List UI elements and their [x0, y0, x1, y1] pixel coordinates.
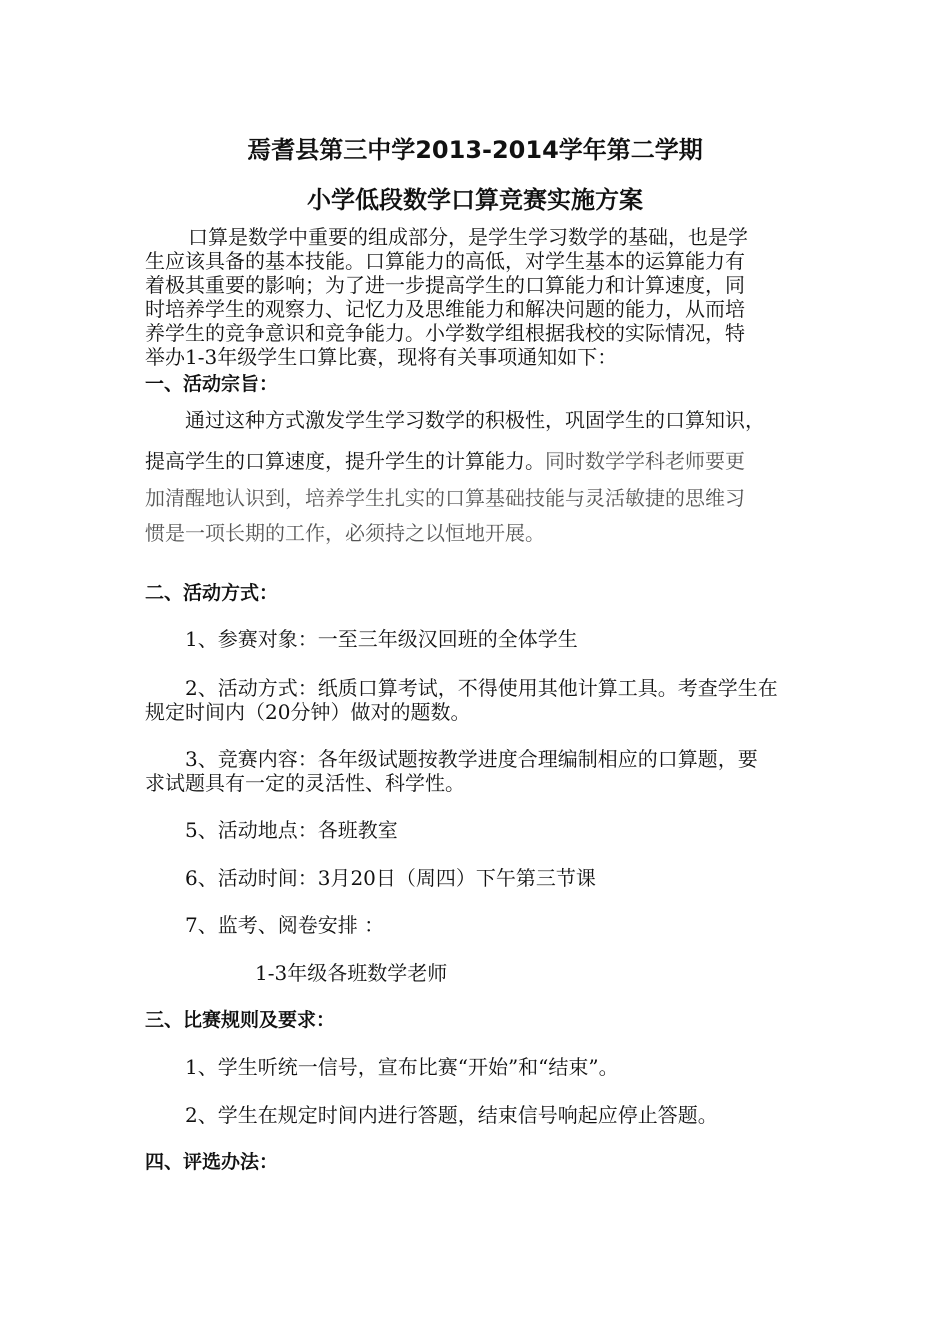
- section1-line-4: 惯是一项长期的工作，必须持之以恒地开展。: [145, 521, 545, 545]
- section2-item2-line1: 2、活动方式：纸质口算考试，不得使用其他计算工具。考查学生在: [185, 676, 778, 700]
- section1-line-1: 通过这种方式激发学生学习数学的积极性，巩固学生的口算知识，: [185, 408, 765, 432]
- section1-line-2: [145, 449, 745, 473]
- section1-heading: 一、活动宗旨：: [145, 373, 279, 395]
- section2-item3-line2: 求试题具有一定的灵活性、科学性。: [145, 771, 465, 795]
- doc-title-line1: 焉耆县第三中学2013-2014学年第二学期: [247, 136, 703, 164]
- section3-item2: 2、学生在规定时间内进行答题，结束信号响起应停止答题。: [185, 1103, 718, 1127]
- section2-item3-line1: 3、竞赛内容：各年级试题按教学进度合理编制相应的口算题，要: [185, 747, 758, 771]
- section2-item7: 7、监考、阅卷安排 ：: [185, 913, 385, 937]
- intro-line-2: 生应该具备的基本技能。口算能力的高低，对学生基本的运算能力有: [145, 249, 745, 273]
- section2-item6: 6、活动时间：3月20日（周四）下午第三节课: [185, 866, 596, 890]
- intro-line-6: 举办1-3年级学生口算比赛，现将有关事项通知如下：: [145, 345, 618, 369]
- doc-title-line2: 小学低段数学口算竞赛实施方案: [307, 186, 643, 214]
- intro-line-5: 养学生的竞争意识和竞争能力。小学数学组根据我校的实际情况，特: [145, 321, 745, 345]
- section3-item1: 1、学生听统一信号，宣布比赛“开始”和“结束”。: [185, 1055, 619, 1079]
- section3-heading: 三、比赛规则及要求：: [145, 1009, 336, 1031]
- section1-line-2a: 提高学生的口算速度，提升学生的计算能力。: [145, 449, 545, 473]
- intro-line-4: 时培养学生的观察力、记忆力及思维能力和解决问题的能力，从而培: [145, 297, 745, 321]
- section1-line-3: 加清醒地认识到，培养学生扎实的口算基础技能与灵活敏捷的思维习: [145, 486, 745, 510]
- intro-line-1: 口算是数学中重要的组成部分，是学生学习数学的基础，也是学: [188, 225, 748, 249]
- section2-item2-line2: 规定时间内（20分钟）做对的题数。: [145, 700, 471, 724]
- section1-line-2b: 同时数学学科老师要更: [545, 449, 745, 473]
- intro-line-3: 着极其重要的影响；为了进一步提高学生的口算能力和计算速度，同: [145, 273, 745, 297]
- section2-item5: 5、活动地点：各班教室: [185, 818, 398, 842]
- section4-heading: 四、评选办法：: [145, 1151, 279, 1173]
- section2-item1: 1、参赛对象：一至三年级汉回班的全体学生: [185, 627, 578, 651]
- section2-item7-detail: 1-3年级各班数学老师: [255, 961, 448, 985]
- section2-heading: 二、活动方式：: [145, 582, 279, 604]
